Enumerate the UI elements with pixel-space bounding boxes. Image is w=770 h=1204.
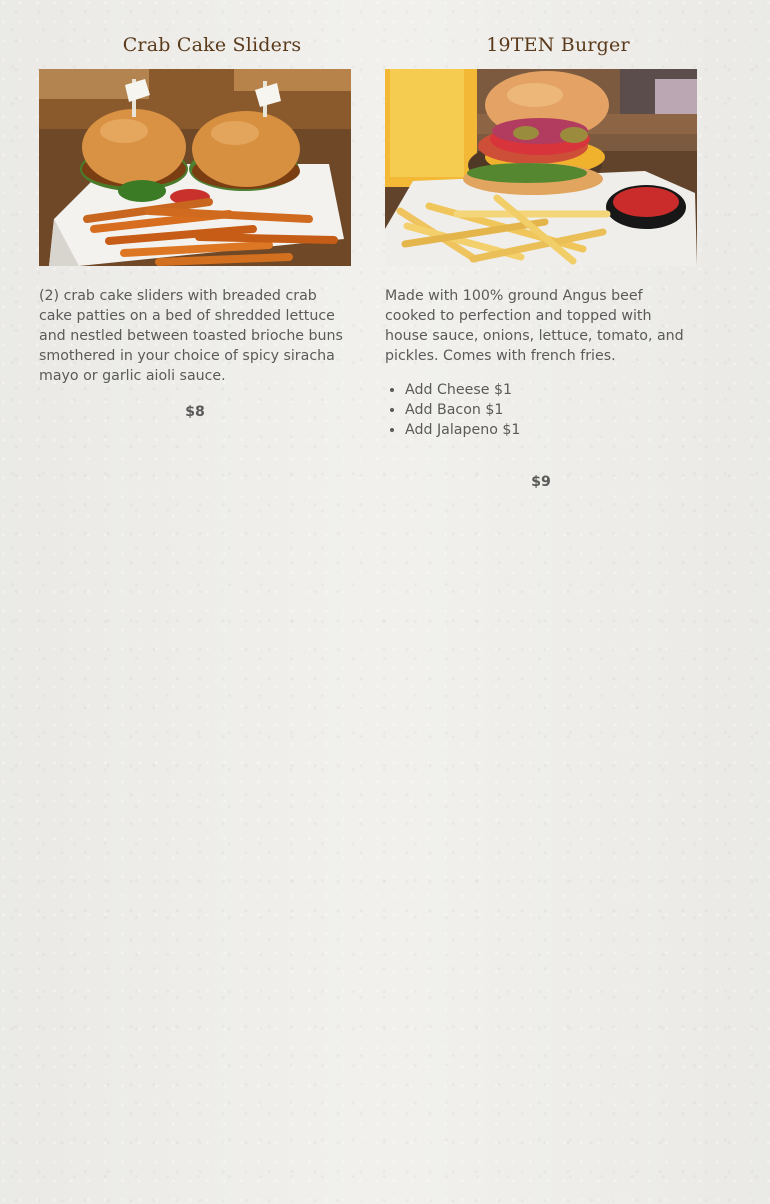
item-title: 19TEN Burger [486, 34, 630, 56]
19ten-burger-photo [385, 69, 697, 266]
item-description: (2) crab cake sliders with breaded crab cake patties on a bed of shredded lettuce and nestled between toasted brioche buns smothered in your choice of spicy siracha mayo or garlic aioli sauce. [39, 288, 343, 384]
addon-item-cheese: • Add Cheese $1 [405, 380, 520, 400]
item-price: $8 [185, 404, 205, 420]
item-description: Made with 100% ground Angus beef cooked to perfection and topped with house sauce, onions, lettuce, tomato, and pickles. Comes with french fries. [385, 288, 684, 364]
crab-cake-sliders-photo [39, 69, 351, 266]
addon-item-jalapeno: • Add Jalapeno $1 [405, 420, 520, 440]
addon-list [385, 380, 520, 440]
item-price: $9 [531, 474, 551, 490]
addon-item-bacon: • Add Bacon $1 [405, 400, 520, 420]
item-title: Crab Cake Sliders [122, 34, 302, 56]
